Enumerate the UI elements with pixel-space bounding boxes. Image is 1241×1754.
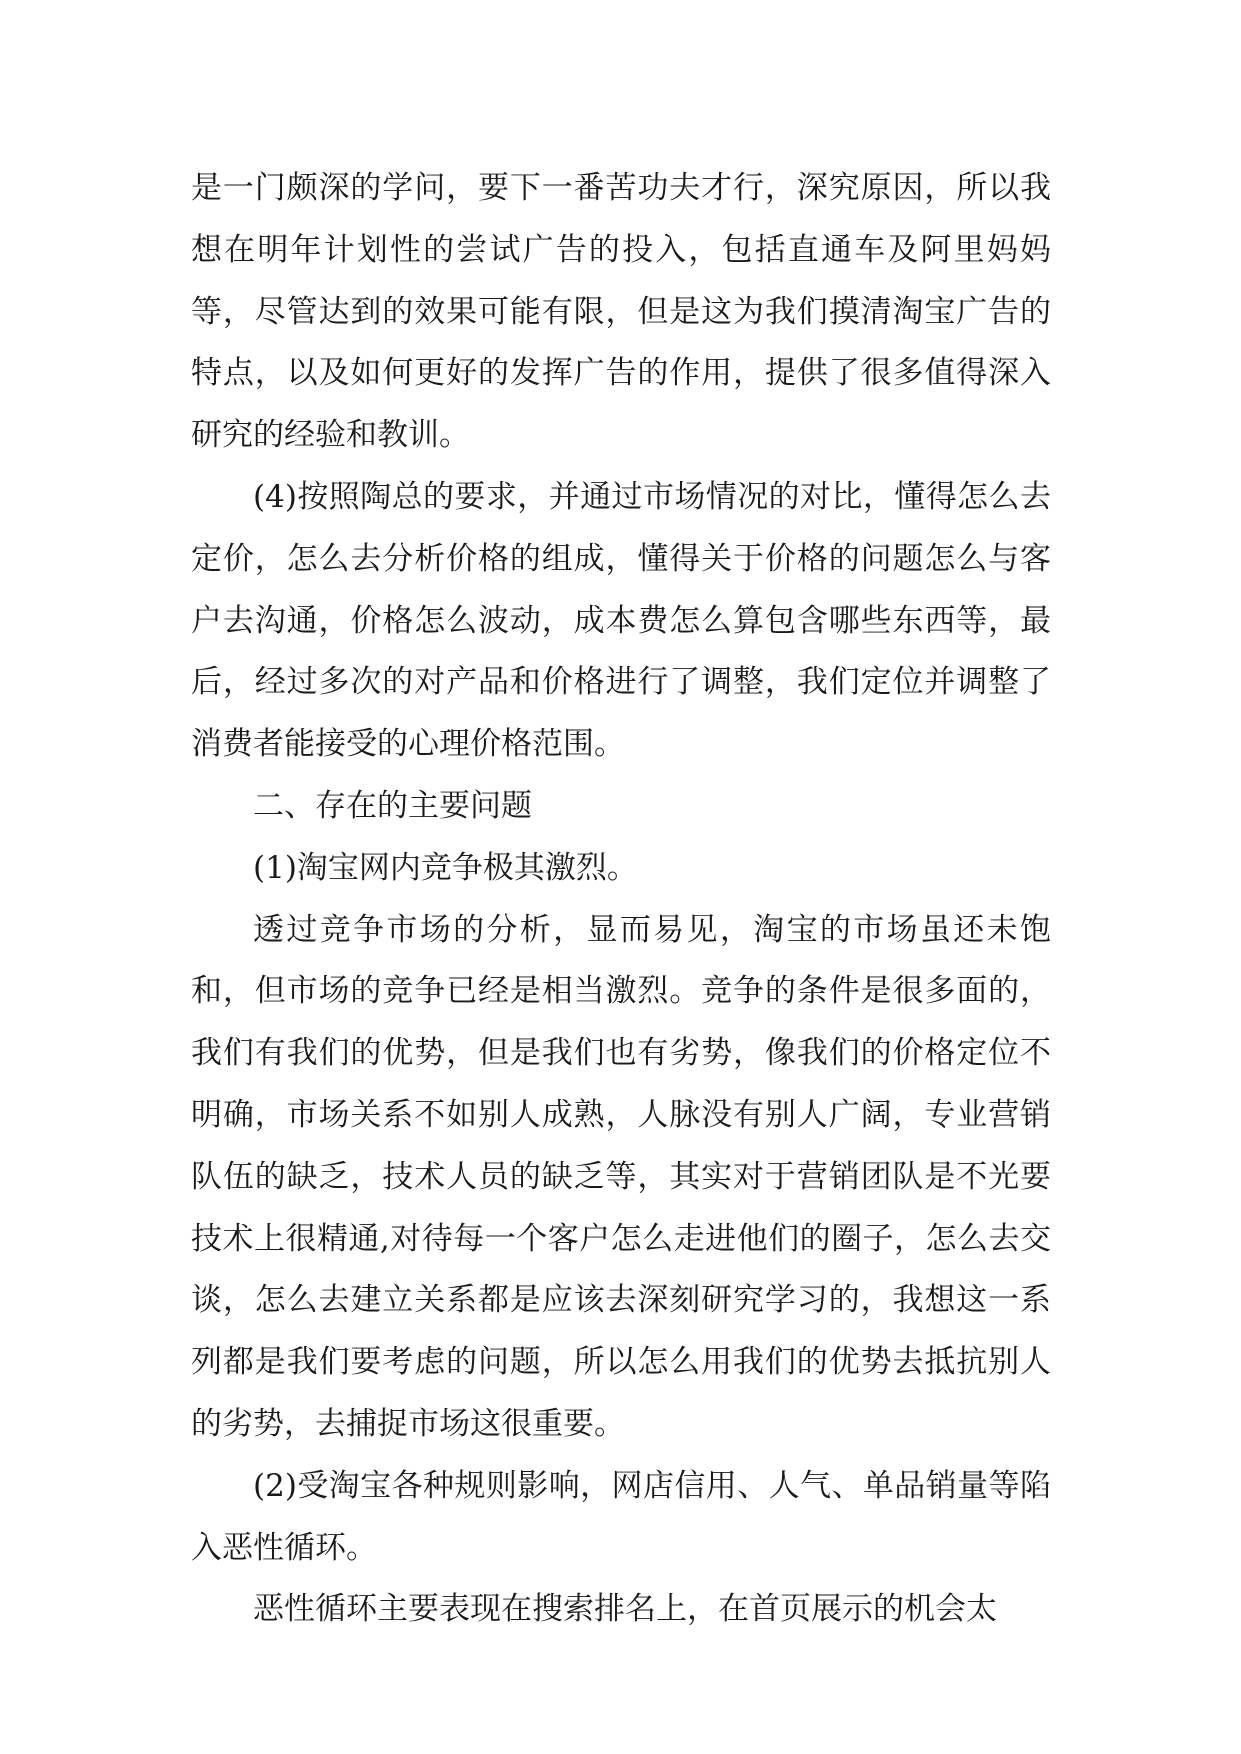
paragraph-competition-analysis: 透过竞争市场的分析，显而易见，淘宝的市场虽还未饱和，但市场的竞争已经是相当激烈。竞争的条件是很多面的，我们有我们的优势，但是我们也有劣势，像我们的价格定位不明确，市场关系不如别人成熟，人脉没有别人广阔，专业营销队伍的缺乏，技术人员的缺乏等，其实对于营销团队是不光要技术上很精通,对待每一个客户怎么走进他们的圈子，怎么去交谈，怎么去建立关系都是应该去深刻研究学习的，我想这一系列都是我们要考虑的问题，所以怎么用我们的优势去抵抗别人的劣势，去捕捉市场这很重要。 [191, 911, 1051, 1442]
section-heading-main-problems: 二、存在的主要问题 [253, 787, 532, 824]
paragraph-advertising-continued: 是一门颇深的学问，要下一番苦功夫才行，深究原因，所以我想在明年计划性的尝试广告的投入，包括直通车及阿里妈妈等，尽管达到的效果可能有限，但是这为我们摸清淘宝广告的特点，以及如何更好的发挥广告的作用，提供了很多值得深入研究的经验和教训。 [191, 170, 1051, 454]
paragraph-pricing: (4)按照陶总的要求，并通过市场情况的对比，懂得怎么去定价，怎么去分析价格的组成，懂得关于价格的问题怎么与客户去沟通，价格怎么波动，成本费怎么算包含哪些东西等，最后，经过多次的对产品和价格进行了调整，我们定位并调整了消费者能接受的心理价格范围。 [191, 478, 1051, 763]
paragraph-vicious-cycle: 恶性循环主要表现在搜索排名上，在首页展示的机会太 [253, 1591, 997, 1628]
subheading-vicious-cycle: (2)受淘宝各种规则影响，网店信用、人气、单品销量等陷入恶性循环。 [191, 1467, 1051, 1566]
subheading-competition: (1)淘宝网内竞争极其激烈。 [253, 849, 638, 886]
document-body [191, 158, 1051, 1641]
